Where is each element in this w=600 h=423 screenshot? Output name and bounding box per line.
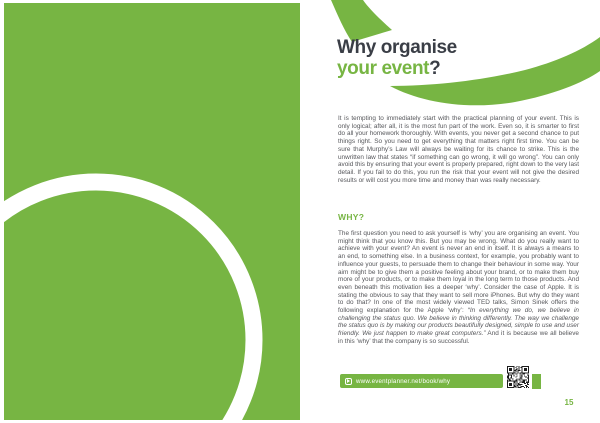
- intro-paragraph: It is tempting to immediately start with the practical planning of your event. This is only logical; after all, it is the most fun part of the work. Even so, it is smarter to first do all your homework thoroughly. With events, you never get a second chance to put things right. So you need to get everything that matters right first time. You can be sure that Murphy’s Law will always be waiting for its chance to strike. This is the unwritten law that states “if something can go wrong, it will go wrong”. You can only avoid this by ensuring that your event is properly prepared, right down to the very last detail. If you fail to do this, you run the risk that your event will not give the desired results or will cost you more time and money than was really necessary.: [338, 115, 579, 184]
- section-heading: WHY?: [338, 212, 365, 222]
- chapter-title: [337, 38, 457, 79]
- page-number: 15: [564, 398, 574, 407]
- white-ring-decor: [4, 3, 300, 420]
- why-paragraph-part2: And it is because we all believe in this ‘why’ that the company is so successful.: [338, 330, 579, 345]
- spine-band-decor: [331, 0, 392, 42]
- link-bar[interactable]: [340, 374, 503, 388]
- why-paragraph: [338, 230, 579, 346]
- why-paragraph-part1: The first question you need to ask yourself is ‘why’ you are organising an event. You might think that you know this. But you may be wrong. What do you really want to achieve with your event? An event is never an end in itself. It is always a means to an end, to something else. In a business context, for example, you probably want to influence your guests, to persuade them to change their behaviour in some way. Your aim might be to give them a positive feeling about your brand, or to make them buy more of your products, or to make them loyal in the long term to those products. And even beneath this motivation lies a deeper ‘why’. Consider the case of Apple. It is stating the obvious to say that they want to sell more iPhones. But why do they want to do that? In one of the most widely viewed TED talks, Simon Sinek offers the following explanation for the Apple ‘why’:: [338, 230, 579, 315]
- link-url: www.eventplanner.net/book/why: [356, 377, 451, 385]
- chapter-title-line1: Why organise: [337, 37, 457, 58]
- chapter-title-question-mark: ?: [429, 57, 441, 79]
- apple-quote: “In everything we do, we believe in challenging the status quo. We believe in thinking differently. The way we challenge the status quo is by making our products beautifully designed, simple to use and user friendly. We just happen to make great computers.”: [338, 307, 579, 338]
- left-page: [4, 3, 300, 420]
- chapter-title-line2: [337, 59, 457, 80]
- qr-code: [507, 366, 529, 388]
- green-square-decor: [532, 374, 541, 389]
- chapter-title-line2-text: your event: [337, 57, 430, 79]
- cursor-icon: [345, 378, 352, 385]
